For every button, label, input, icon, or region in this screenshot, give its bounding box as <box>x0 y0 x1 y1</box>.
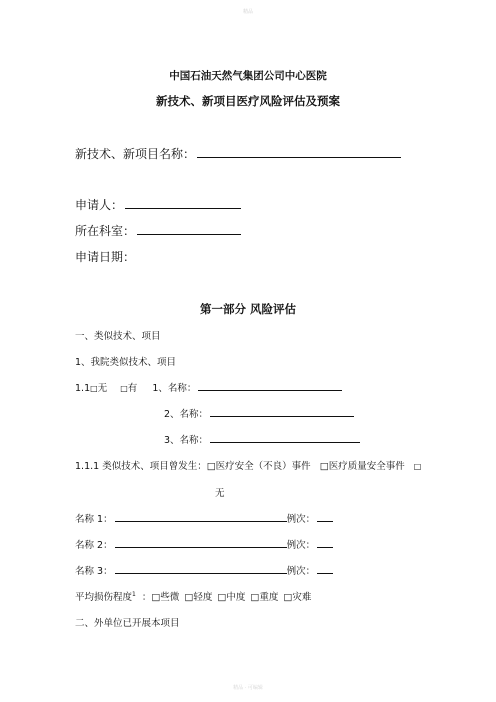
project-name-label: 新技术、新项目名称： <box>75 147 196 161</box>
severity-option-mild[interactable]: □轻度 <box>184 592 213 603</box>
department-blank[interactable] <box>137 223 241 235</box>
section2-heading: 二、外单位已开展本项目 <box>75 618 180 629</box>
record-count-label: 例次： <box>286 514 316 525</box>
severity-row <box>75 589 311 603</box>
record-count-blank[interactable] <box>317 537 333 548</box>
name3-row <box>164 432 360 446</box>
record-count-label: 例次： <box>286 566 316 577</box>
record-name-blank[interactable] <box>115 563 287 574</box>
row-1-1 <box>75 380 342 394</box>
severity-label: 平均损伤程度 <box>75 592 133 603</box>
name3-blank[interactable] <box>210 432 360 443</box>
option-none-label: 无 <box>97 383 108 394</box>
row-1-1-label: 1.1 <box>75 383 91 394</box>
checkbox-no-event[interactable]: □ <box>413 462 422 471</box>
record-name-label: 名称 3： <box>75 566 113 577</box>
record-name-label: 名称 1： <box>75 514 113 525</box>
record-row-2 <box>75 537 333 551</box>
page-footer: 精品 · 可编辑 <box>233 685 263 691</box>
name3-label: 3、名称： <box>164 435 209 446</box>
record-count-blank[interactable] <box>317 563 333 574</box>
name2-blank[interactable] <box>210 406 354 417</box>
record-name-label: 名称 2： <box>75 540 113 551</box>
severity-option-slight[interactable]: □些微 <box>151 592 180 603</box>
document-title: 新技术、新项目医疗风险评估及预案 <box>156 94 340 108</box>
date-label: 申请日期： <box>75 250 136 264</box>
option-no-event-label: 无 <box>215 488 225 499</box>
option-yes-label: 有 <box>127 383 138 394</box>
applicant-label: 申请人： <box>75 198 124 212</box>
record-row-1 <box>75 511 333 525</box>
severity-sep: ： <box>141 592 152 603</box>
record-name-blank[interactable] <box>115 511 287 522</box>
applicant-blank[interactable] <box>125 197 241 209</box>
severity-footnote: 1 <box>132 590 136 598</box>
name1-blank[interactable] <box>198 380 342 391</box>
record-name-blank[interactable] <box>115 537 287 548</box>
section1-1-heading: 1、我院类似技术、项目 <box>75 357 177 368</box>
record-row-3 <box>75 563 333 577</box>
hospital-name: 中国石油天然气集团公司中心医院 <box>169 70 327 82</box>
project-name-blank[interactable] <box>197 146 401 158</box>
page-header: 精品 <box>242 9 253 15</box>
name1-label: 1、名称： <box>152 383 197 394</box>
checkbox-yes[interactable]: □ <box>120 384 128 393</box>
severity-option-moderate[interactable]: □中度 <box>217 592 246 603</box>
name2-label: 2、名称： <box>164 409 209 420</box>
option-safety-event[interactable]: □医疗安全（不良）事件 <box>206 461 311 472</box>
department-label: 所在科室： <box>75 224 136 238</box>
row-1-1-1 <box>75 458 421 472</box>
row-1-1-1-label: 1.1.1 类似技术、项目曾发生： <box>75 461 207 472</box>
severity-option-severe[interactable]: □重度 <box>250 592 279 603</box>
severity-option-disaster[interactable]: □灾难 <box>283 592 312 603</box>
record-count-blank[interactable] <box>317 511 333 522</box>
project-name-row <box>75 145 401 162</box>
part1-title: 第一部分 风险评估 <box>199 302 296 316</box>
option-quality-event[interactable]: □医疗质量安全事件 <box>319 461 405 472</box>
name2-row <box>164 406 354 420</box>
checkbox-none[interactable]: □ <box>90 384 98 393</box>
applicant-row <box>75 196 241 213</box>
record-count-label: 例次： <box>286 540 316 551</box>
department-row <box>75 222 241 239</box>
section1-heading: 一、类似技术、项目 <box>75 331 161 342</box>
